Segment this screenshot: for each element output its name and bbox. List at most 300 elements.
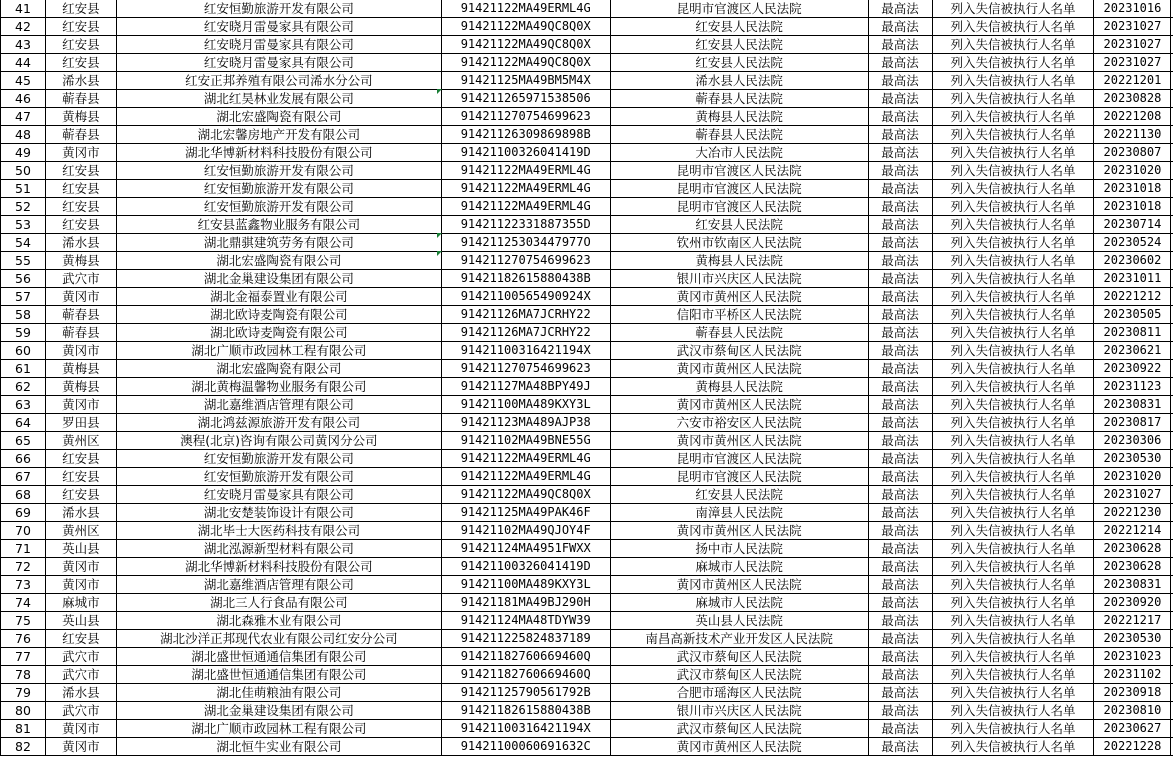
action-cell[interactable]: 列入失信被执行人名单 xyxy=(932,432,1094,450)
credit-code-cell[interactable]: 91421126MA7JCRHY22 xyxy=(441,306,610,324)
action-cell[interactable]: 列入失信被执行人名单 xyxy=(932,180,1094,198)
company-name-cell[interactable]: 湖北毕士大医药科技有限公司 xyxy=(116,522,441,540)
authority-cell[interactable]: 最高法 xyxy=(868,504,932,522)
company-name-cell[interactable]: 红安晓月雷曼家具有限公司 xyxy=(116,486,441,504)
date-cell[interactable]: 20230628 xyxy=(1094,558,1171,576)
row-number[interactable]: 65 xyxy=(1,432,46,450)
court-cell[interactable]: 红安县人民法院 xyxy=(610,18,868,36)
date-cell[interactable]: 20230505 xyxy=(1094,306,1171,324)
county-cell[interactable]: 黄梅县 xyxy=(45,378,116,396)
row-number[interactable]: 54 xyxy=(1,234,46,252)
date-cell[interactable]: 20221130 xyxy=(1094,126,1171,144)
authority-cell[interactable]: 最高法 xyxy=(868,630,932,648)
court-cell[interactable]: 武汉市蔡甸区人民法院 xyxy=(610,648,868,666)
row-number[interactable]: 44 xyxy=(1,54,46,72)
court-cell[interactable]: 黄冈市黄州区人民法院 xyxy=(610,522,868,540)
court-cell[interactable]: 黄梅县人民法院 xyxy=(610,108,868,126)
company-name-cell[interactable]: 湖北宏盛陶瓷有限公司 xyxy=(116,360,441,378)
table-row[interactable] xyxy=(1,540,1173,558)
county-cell[interactable]: 武穴市 xyxy=(45,666,116,684)
authority-cell[interactable]: 最高法 xyxy=(868,180,932,198)
credit-code-cell[interactable]: 91421125MA49PAK46F xyxy=(441,504,610,522)
action-cell[interactable]: 列入失信被执行人名单 xyxy=(932,702,1094,720)
authority-cell[interactable]: 最高法 xyxy=(868,234,932,252)
authority-cell[interactable]: 最高法 xyxy=(868,198,932,216)
table-row[interactable] xyxy=(1,396,1173,414)
action-cell[interactable]: 列入失信被执行人名单 xyxy=(932,36,1094,54)
court-cell[interactable]: 信阳市平桥区人民法院 xyxy=(610,306,868,324)
company-name-cell[interactable]: 红安恒勤旅游开发有限公司 xyxy=(116,162,441,180)
court-cell[interactable]: 红安县人民法院 xyxy=(610,216,868,234)
date-cell[interactable]: 20230306 xyxy=(1094,432,1171,450)
company-name-cell[interactable]: 湖北金福泰置业有限公司 xyxy=(116,288,441,306)
table-row[interactable] xyxy=(1,504,1173,522)
county-cell[interactable]: 黄冈市 xyxy=(45,396,116,414)
action-cell[interactable]: 列入失信被执行人名单 xyxy=(932,18,1094,36)
row-number[interactable]: 60 xyxy=(1,342,46,360)
court-cell[interactable]: 黄冈市黄州区人民法院 xyxy=(610,738,868,756)
row-number[interactable]: 47 xyxy=(1,108,46,126)
court-cell[interactable]: 黄梅县人民法院 xyxy=(610,378,868,396)
row-number[interactable]: 80 xyxy=(1,702,46,720)
authority-cell[interactable]: 最高法 xyxy=(868,126,932,144)
action-cell[interactable]: 列入失信被执行人名单 xyxy=(932,234,1094,252)
row-number[interactable]: 50 xyxy=(1,162,46,180)
credit-code-cell[interactable]: 914211270754699623 xyxy=(441,108,610,126)
action-cell[interactable]: 列入失信被执行人名单 xyxy=(932,684,1094,702)
authority-cell[interactable]: 最高法 xyxy=(868,108,932,126)
company-name-cell[interactable]: 湖北宏馨房地产开发有限公司 xyxy=(116,126,441,144)
county-cell[interactable]: 浠水县 xyxy=(45,234,116,252)
date-cell[interactable]: 20221208 xyxy=(1094,108,1171,126)
company-name-cell[interactable]: 湖北广顺市政园林工程有限公司 xyxy=(116,342,441,360)
date-cell[interactable]: 20231123 xyxy=(1094,378,1171,396)
action-cell[interactable]: 列入失信被执行人名单 xyxy=(932,738,1094,756)
credit-code-cell[interactable]: 91421182615880438B xyxy=(441,270,610,288)
action-cell[interactable]: 列入失信被执行人名单 xyxy=(932,576,1094,594)
credit-code-cell[interactable]: 91421122MA49ERML4G xyxy=(441,162,610,180)
credit-code-cell[interactable]: 91421122MA49QC8Q0X xyxy=(441,18,610,36)
row-number[interactable]: 69 xyxy=(1,504,46,522)
county-cell[interactable]: 英山县 xyxy=(45,612,116,630)
date-cell[interactable]: 20221228 xyxy=(1094,738,1171,756)
date-cell[interactable]: 20230530 xyxy=(1094,450,1171,468)
authority-cell[interactable]: 最高法 xyxy=(868,324,932,342)
table-row[interactable] xyxy=(1,72,1173,90)
authority-cell[interactable]: 最高法 xyxy=(868,216,932,234)
company-name-cell[interactable]: 澳程(北京)咨询有限公司黄冈分公司 xyxy=(116,432,441,450)
date-cell[interactable]: 20230714 xyxy=(1094,216,1171,234)
table-row[interactable] xyxy=(1,720,1173,738)
date-cell[interactable]: 20230828 xyxy=(1094,90,1171,108)
county-cell[interactable]: 武穴市 xyxy=(45,270,116,288)
court-cell[interactable]: 蕲春县人民法院 xyxy=(610,90,868,108)
row-number[interactable]: 46 xyxy=(1,90,46,108)
row-number[interactable]: 57 xyxy=(1,288,46,306)
date-cell[interactable]: 20230807 xyxy=(1094,144,1171,162)
county-cell[interactable]: 黄州区 xyxy=(45,432,116,450)
county-cell[interactable]: 武穴市 xyxy=(45,702,116,720)
table-row[interactable] xyxy=(1,216,1173,234)
court-cell[interactable]: 银川市兴庆区人民法院 xyxy=(610,270,868,288)
court-cell[interactable]: 大冶市人民法院 xyxy=(610,144,868,162)
court-cell[interactable]: 钦州市钦南区人民法院 xyxy=(610,234,868,252)
company-name-cell[interactable]: 湖北欧诗麦陶瓷有限公司 xyxy=(116,306,441,324)
authority-cell[interactable]: 最高法 xyxy=(868,378,932,396)
date-cell[interactable]: 20230918 xyxy=(1094,684,1171,702)
row-number[interactable]: 70 xyxy=(1,522,46,540)
credit-code-cell[interactable]: 91421124MA48TDYW39 xyxy=(441,612,610,630)
court-cell[interactable]: 昆明市官渡区人民法院 xyxy=(610,162,868,180)
date-cell[interactable]: 20230817 xyxy=(1094,414,1171,432)
county-cell[interactable]: 黄冈市 xyxy=(45,288,116,306)
table-row[interactable] xyxy=(1,378,1173,396)
credit-code-cell[interactable]: 91421125303447977O xyxy=(441,234,610,252)
authority-cell[interactable]: 最高法 xyxy=(868,18,932,36)
court-cell[interactable]: 武汉市蔡甸区人民法院 xyxy=(610,342,868,360)
date-cell[interactable]: 20230530 xyxy=(1094,630,1171,648)
court-cell[interactable]: 银川市兴庆区人民法院 xyxy=(610,702,868,720)
company-name-cell[interactable]: 湖北嘉维酒店管理有限公司 xyxy=(116,576,441,594)
credit-code-cell[interactable]: 91421126309869898B xyxy=(441,126,610,144)
row-number[interactable]: 67 xyxy=(1,468,46,486)
action-cell[interactable]: 列入失信被执行人名单 xyxy=(932,540,1094,558)
action-cell[interactable]: 列入失信被执行人名单 xyxy=(932,306,1094,324)
row-number[interactable]: 59 xyxy=(1,324,46,342)
authority-cell[interactable]: 最高法 xyxy=(868,306,932,324)
county-cell[interactable]: 黄冈市 xyxy=(45,342,116,360)
table-row[interactable] xyxy=(1,702,1173,720)
county-cell[interactable]: 黄梅县 xyxy=(45,360,116,378)
row-number[interactable]: 64 xyxy=(1,414,46,432)
row-number[interactable]: 81 xyxy=(1,720,46,738)
table-row[interactable] xyxy=(1,162,1173,180)
action-cell[interactable]: 列入失信被执行人名单 xyxy=(932,324,1094,342)
county-cell[interactable]: 蕲春县 xyxy=(45,306,116,324)
company-name-cell[interactable]: 红安恒勤旅游开发有限公司 xyxy=(116,180,441,198)
county-cell[interactable]: 红安县 xyxy=(45,54,116,72)
county-cell[interactable]: 黄冈市 xyxy=(45,720,116,738)
court-cell[interactable]: 黄梅县人民法院 xyxy=(610,252,868,270)
county-cell[interactable]: 浠水县 xyxy=(45,504,116,522)
action-cell[interactable]: 列入失信被执行人名单 xyxy=(932,126,1094,144)
action-cell[interactable]: 列入失信被执行人名单 xyxy=(932,162,1094,180)
county-cell[interactable]: 蕲春县 xyxy=(45,126,116,144)
authority-cell[interactable]: 最高法 xyxy=(868,342,932,360)
credit-code-cell[interactable]: 91421100MA489KXY3L xyxy=(441,396,610,414)
company-name-cell[interactable]: 湖北恒牛实业有限公司 xyxy=(116,738,441,756)
action-cell[interactable]: 列入失信被执行人名单 xyxy=(932,288,1094,306)
table-row[interactable] xyxy=(1,198,1173,216)
credit-code-cell[interactable]: 91421182615880438B xyxy=(441,702,610,720)
county-cell[interactable]: 黄冈市 xyxy=(45,738,116,756)
court-cell[interactable]: 黄冈市黄州区人民法院 xyxy=(610,288,868,306)
action-cell[interactable]: 列入失信被执行人名单 xyxy=(932,630,1094,648)
date-cell[interactable]: 20221212 xyxy=(1094,288,1171,306)
credit-code-cell[interactable]: 91421122MA49QC8Q0X xyxy=(441,36,610,54)
company-name-cell[interactable]: 湖北盛世恒通通信集团有限公司 xyxy=(116,666,441,684)
action-cell[interactable]: 列入失信被执行人名单 xyxy=(932,558,1094,576)
row-number[interactable]: 72 xyxy=(1,558,46,576)
action-cell[interactable]: 列入失信被执行人名单 xyxy=(932,666,1094,684)
date-cell[interactable]: 20231018 xyxy=(1094,198,1171,216)
authority-cell[interactable]: 最高法 xyxy=(868,432,932,450)
company-name-cell[interactable]: 湖北欧诗麦陶瓷有限公司 xyxy=(116,324,441,342)
action-cell[interactable]: 列入失信被执行人名单 xyxy=(932,594,1094,612)
county-cell[interactable]: 英山县 xyxy=(45,540,116,558)
table-row[interactable] xyxy=(1,288,1173,306)
county-cell[interactable]: 黄冈市 xyxy=(45,576,116,594)
authority-cell[interactable]: 最高法 xyxy=(868,612,932,630)
table-row[interactable] xyxy=(1,738,1173,756)
credit-code-cell[interactable]: 91421124MA4951FWXX xyxy=(441,540,610,558)
credit-code-cell[interactable]: 91421182760669460Q xyxy=(441,648,610,666)
row-number[interactable]: 74 xyxy=(1,594,46,612)
table-row[interactable] xyxy=(1,0,1173,18)
credit-code-cell[interactable]: 91421100326041419D xyxy=(441,558,610,576)
county-cell[interactable]: 麻城市 xyxy=(45,594,116,612)
credit-code-cell[interactable]: 91421126MA7JCRHY22 xyxy=(441,324,610,342)
action-cell[interactable]: 列入失信被执行人名单 xyxy=(932,252,1094,270)
company-name-cell[interactable]: 湖北鸿兹源旅游开发有限公司 xyxy=(116,414,441,432)
county-cell[interactable]: 浠水县 xyxy=(45,72,116,90)
action-cell[interactable]: 列入失信被执行人名单 xyxy=(932,486,1094,504)
company-name-cell[interactable]: 红安恒勤旅游开发有限公司 xyxy=(116,450,441,468)
action-cell[interactable]: 列入失信被执行人名单 xyxy=(932,90,1094,108)
county-cell[interactable]: 红安县 xyxy=(45,630,116,648)
county-cell[interactable]: 红安县 xyxy=(45,198,116,216)
credit-code-cell[interactable]: 91421100060691632C xyxy=(441,738,610,756)
court-cell[interactable]: 蕲春县人民法院 xyxy=(610,126,868,144)
court-cell[interactable]: 英山县人民法院 xyxy=(610,612,868,630)
table-row[interactable] xyxy=(1,414,1173,432)
row-number[interactable]: 55 xyxy=(1,252,46,270)
row-number[interactable]: 82 xyxy=(1,738,46,756)
court-cell[interactable]: 武汉市蔡甸区人民法院 xyxy=(610,720,868,738)
company-name-cell[interactable]: 红安正邦养殖有限公司浠水分公司 xyxy=(116,72,441,90)
company-name-cell[interactable]: 红安县蓝鑫物业服务有限公司 xyxy=(116,216,441,234)
action-cell[interactable]: 列入失信被执行人名单 xyxy=(932,360,1094,378)
court-cell[interactable]: 麻城市人民法院 xyxy=(610,594,868,612)
date-cell[interactable]: 20221214 xyxy=(1094,522,1171,540)
county-cell[interactable]: 黄梅县 xyxy=(45,108,116,126)
company-name-cell[interactable]: 湖北三人行食品有限公司 xyxy=(116,594,441,612)
authority-cell[interactable]: 最高法 xyxy=(868,90,932,108)
table-row[interactable] xyxy=(1,666,1173,684)
court-cell[interactable]: 黄冈市黄州区人民法院 xyxy=(610,360,868,378)
credit-code-cell[interactable]: 91421100565490924X xyxy=(441,288,610,306)
action-cell[interactable]: 列入失信被执行人名单 xyxy=(932,0,1094,18)
date-cell[interactable]: 20231102 xyxy=(1094,666,1171,684)
row-number[interactable]: 77 xyxy=(1,648,46,666)
authority-cell[interactable]: 最高法 xyxy=(868,522,932,540)
court-cell[interactable]: 昆明市官渡区人民法院 xyxy=(610,180,868,198)
date-cell[interactable]: 20230602 xyxy=(1094,252,1171,270)
court-cell[interactable]: 红安县人民法院 xyxy=(610,486,868,504)
authority-cell[interactable]: 最高法 xyxy=(868,162,932,180)
county-cell[interactable]: 红安县 xyxy=(45,162,116,180)
authority-cell[interactable]: 最高法 xyxy=(868,468,932,486)
authority-cell[interactable]: 最高法 xyxy=(868,360,932,378)
row-number[interactable]: 61 xyxy=(1,360,46,378)
table-row[interactable] xyxy=(1,252,1173,270)
date-cell[interactable]: 20231018 xyxy=(1094,180,1171,198)
authority-cell[interactable]: 最高法 xyxy=(868,288,932,306)
credit-code-cell[interactable]: 91421100316421194X xyxy=(441,342,610,360)
date-cell[interactable]: 20230524 xyxy=(1094,234,1171,252)
court-cell[interactable]: 红安县人民法院 xyxy=(610,36,868,54)
row-number[interactable]: 51 xyxy=(1,180,46,198)
company-name-cell[interactable]: 湖北森雅木业有限公司 xyxy=(116,612,441,630)
action-cell[interactable]: 列入失信被执行人名单 xyxy=(932,468,1094,486)
table-row[interactable] xyxy=(1,18,1173,36)
row-number[interactable]: 56 xyxy=(1,270,46,288)
county-cell[interactable]: 红安县 xyxy=(45,216,116,234)
county-cell[interactable]: 红安县 xyxy=(45,0,116,18)
county-cell[interactable]: 蕲春县 xyxy=(45,324,116,342)
row-number[interactable]: 48 xyxy=(1,126,46,144)
authority-cell[interactable]: 最高法 xyxy=(868,486,932,504)
court-cell[interactable]: 六安市裕安区人民法院 xyxy=(610,414,868,432)
credit-code-cell[interactable]: 91421181MA49BJ290H xyxy=(441,594,610,612)
action-cell[interactable]: 列入失信被执行人名单 xyxy=(932,504,1094,522)
date-cell[interactable]: 20230810 xyxy=(1094,702,1171,720)
row-number[interactable]: 52 xyxy=(1,198,46,216)
table-row[interactable] xyxy=(1,324,1173,342)
date-cell[interactable]: 20230920 xyxy=(1094,594,1171,612)
row-number[interactable]: 43 xyxy=(1,36,46,54)
authority-cell[interactable]: 最高法 xyxy=(868,36,932,54)
row-number[interactable]: 42 xyxy=(1,18,46,36)
table-row[interactable] xyxy=(1,342,1173,360)
company-name-cell[interactable]: 湖北宏盛陶瓷有限公司 xyxy=(116,252,441,270)
company-name-cell[interactable]: 红安恒勤旅游开发有限公司 xyxy=(116,468,441,486)
action-cell[interactable]: 列入失信被执行人名单 xyxy=(932,108,1094,126)
table-row[interactable] xyxy=(1,36,1173,54)
county-cell[interactable]: 红安县 xyxy=(45,486,116,504)
action-cell[interactable]: 列入失信被执行人名单 xyxy=(932,72,1094,90)
date-cell[interactable]: 20230811 xyxy=(1094,324,1171,342)
date-cell[interactable]: 20231011 xyxy=(1094,270,1171,288)
row-number[interactable]: 66 xyxy=(1,450,46,468)
date-cell[interactable]: 20221217 xyxy=(1094,612,1171,630)
date-cell[interactable]: 20231023 xyxy=(1094,648,1171,666)
county-cell[interactable]: 红安县 xyxy=(45,36,116,54)
credit-code-cell[interactable]: 91421125MA49BM5M4X xyxy=(441,72,610,90)
row-number[interactable]: 58 xyxy=(1,306,46,324)
court-cell[interactable]: 南漳县人民法院 xyxy=(610,504,868,522)
county-cell[interactable]: 武穴市 xyxy=(45,648,116,666)
court-cell[interactable]: 浠水县人民法院 xyxy=(610,72,868,90)
credit-code-cell[interactable]: 914211270754699623 xyxy=(441,360,610,378)
company-name-cell[interactable]: 红安恒勤旅游开发有限公司 xyxy=(116,198,441,216)
authority-cell[interactable]: 最高法 xyxy=(868,684,932,702)
county-cell[interactable]: 黄冈市 xyxy=(45,558,116,576)
company-name-cell[interactable]: 湖北华博新材料科技股份有限公司 xyxy=(116,144,441,162)
action-cell[interactable]: 列入失信被执行人名单 xyxy=(932,270,1094,288)
county-cell[interactable]: 罗田县 xyxy=(45,414,116,432)
authority-cell[interactable]: 最高法 xyxy=(868,396,932,414)
company-name-cell[interactable]: 红安晓月雷曼家具有限公司 xyxy=(116,18,441,36)
table-row[interactable] xyxy=(1,234,1173,252)
company-name-cell[interactable]: 湖北佳萌粮油有限公司 xyxy=(116,684,441,702)
company-name-cell[interactable]: 湖北安楚装饰设计有限公司 xyxy=(116,504,441,522)
company-name-cell[interactable]: 红安恒勤旅游开发有限公司 xyxy=(116,0,441,18)
company-name-cell[interactable]: 湖北宏盛陶瓷有限公司 xyxy=(116,108,441,126)
company-name-cell[interactable]: 湖北鼎骐建筑劳务有限公司 xyxy=(116,234,441,252)
company-name-cell[interactable]: 湖北嘉维酒店管理有限公司 xyxy=(116,396,441,414)
authority-cell[interactable]: 最高法 xyxy=(868,72,932,90)
credit-code-cell[interactable]: 91421122331887355D xyxy=(441,216,610,234)
table-row[interactable] xyxy=(1,612,1173,630)
credit-code-cell[interactable]: 91421102MA49QJOY4F xyxy=(441,522,610,540)
action-cell[interactable]: 列入失信被执行人名单 xyxy=(932,144,1094,162)
row-number[interactable]: 78 xyxy=(1,666,46,684)
action-cell[interactable]: 列入失信被执行人名单 xyxy=(932,612,1094,630)
date-cell[interactable]: 20230621 xyxy=(1094,342,1171,360)
table-row[interactable] xyxy=(1,576,1173,594)
authority-cell[interactable]: 最高法 xyxy=(868,666,932,684)
action-cell[interactable]: 列入失信被执行人名单 xyxy=(932,198,1094,216)
table-row[interactable] xyxy=(1,468,1173,486)
action-cell[interactable]: 列入失信被执行人名单 xyxy=(932,450,1094,468)
company-name-cell[interactable]: 湖北金巢建设集团有限公司 xyxy=(116,270,441,288)
company-name-cell[interactable]: 湖北黄梅温馨物业服务有限公司 xyxy=(116,378,441,396)
date-cell[interactable]: 20231016 xyxy=(1094,0,1171,18)
action-cell[interactable]: 列入失信被执行人名单 xyxy=(932,342,1094,360)
action-cell[interactable]: 列入失信被执行人名单 xyxy=(932,396,1094,414)
company-name-cell[interactable]: 湖北泓源新型材料有限公司 xyxy=(116,540,441,558)
authority-cell[interactable]: 最高法 xyxy=(868,414,932,432)
credit-code-cell[interactable]: 91421123MA489AJP38 xyxy=(441,414,610,432)
authority-cell[interactable]: 最高法 xyxy=(868,720,932,738)
action-cell[interactable]: 列入失信被执行人名单 xyxy=(932,414,1094,432)
authority-cell[interactable]: 最高法 xyxy=(868,576,932,594)
company-name-cell[interactable]: 红安晓月雷曼家具有限公司 xyxy=(116,54,441,72)
county-cell[interactable]: 黄梅县 xyxy=(45,252,116,270)
table-row[interactable] xyxy=(1,306,1173,324)
authority-cell[interactable]: 最高法 xyxy=(868,594,932,612)
county-cell[interactable]: 黄州区 xyxy=(45,522,116,540)
credit-code-cell[interactable]: 91421122MA49ERML4G xyxy=(441,198,610,216)
table-row[interactable] xyxy=(1,522,1173,540)
date-cell[interactable]: 20221230 xyxy=(1094,504,1171,522)
credit-code-cell[interactable]: 91421122MA49ERML4G xyxy=(441,180,610,198)
row-number[interactable]: 63 xyxy=(1,396,46,414)
action-cell[interactable]: 列入失信被执行人名单 xyxy=(932,648,1094,666)
court-cell[interactable]: 合肥市瑶海区人民法院 xyxy=(610,684,868,702)
court-cell[interactable]: 昆明市官渡区人民法院 xyxy=(610,0,868,18)
credit-code-cell[interactable]: 91421100MA489KXY3L xyxy=(441,576,610,594)
authority-cell[interactable]: 最高法 xyxy=(868,738,932,756)
date-cell[interactable]: 20231027 xyxy=(1094,18,1171,36)
credit-code-cell[interactable]: 91421127MA48BPY49J xyxy=(441,378,610,396)
table-row[interactable] xyxy=(1,360,1173,378)
date-cell[interactable]: 20231020 xyxy=(1094,468,1171,486)
authority-cell[interactable]: 最高法 xyxy=(868,450,932,468)
court-cell[interactable]: 黄冈市黄州区人民法院 xyxy=(610,576,868,594)
table-row[interactable] xyxy=(1,486,1173,504)
credit-code-cell[interactable]: 91421122582483718​9 xyxy=(441,630,610,648)
row-number[interactable]: 75 xyxy=(1,612,46,630)
row-number[interactable]: 79 xyxy=(1,684,46,702)
table-row[interactable] xyxy=(1,558,1173,576)
company-name-cell[interactable]: 湖北红昊林业发展有限公司 xyxy=(116,90,441,108)
authority-cell[interactable]: 最高法 xyxy=(868,0,932,18)
company-name-cell[interactable]: 红安晓月雷曼家具有限公司 xyxy=(116,36,441,54)
row-number[interactable]: 76 xyxy=(1,630,46,648)
county-cell[interactable]: 红安县 xyxy=(45,468,116,486)
